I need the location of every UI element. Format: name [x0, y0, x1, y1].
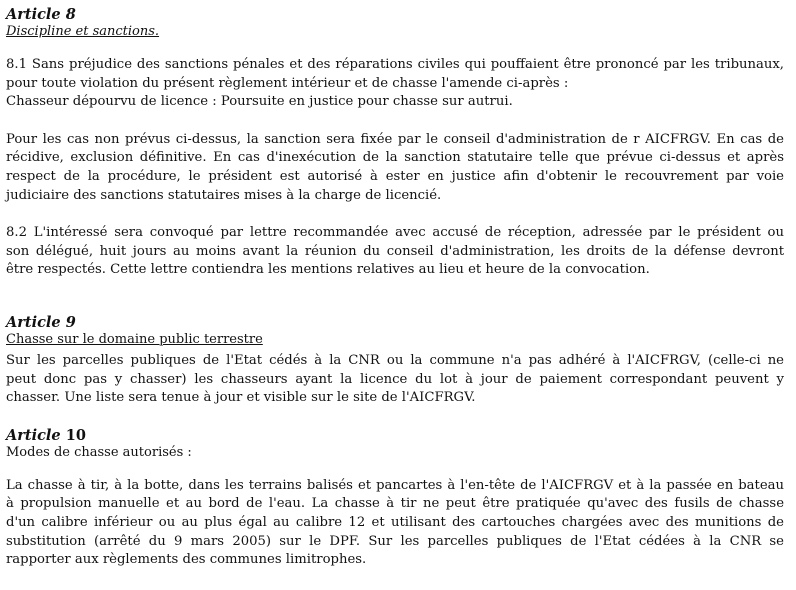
text-line: d'un calibre inférieur ou au plus égal au calibre 12 et utilisant des cartouches chargées avec des munitions de: [6, 514, 784, 530]
article-8-paragraph-1: [6, 56, 784, 112]
text-line: 8.2 L'intéressé sera convoqué par lettre recommandée avec accusé de réception, adressée par le président ou: [6, 225, 784, 241]
article-9-subtitle: Chasse sur le domaine public terrestre: [6, 331, 263, 347]
text-line: substitution (arrêté du 9 mars 2005) sur le DPF. Sur les parcelles publiques de l'Etat cédées à la CNR se: [6, 533, 784, 549]
text-line: chasser. Une liste sera tenue à jour et visible sur le site de l'AICFRGV.: [6, 390, 476, 406]
text-line: La chasse à tir, à la botte, dans les terrains balisés et pancartes à l'en-tête de l'AICFRGV et à la passée en bateau: [6, 477, 784, 493]
article-8-paragraph-2: [6, 131, 784, 205]
article-10-title-word: Article: [6, 426, 61, 444]
article-9-section: [6, 314, 784, 408]
text-line: être respectés. Cette lettre contiendra les mentions relatives au lieu et heure de la convocation.: [6, 262, 650, 278]
text-line: Pour les cas non prévus ci-dessus, la sanction sera fixée par le conseil d'administration de r AICFRGV. En cas de: [6, 131, 784, 147]
article-8-paragraph-3: [6, 224, 784, 280]
text-line: Sur les parcelles publiques de l'Etat cédés à la CNR ou la commune n'a pas adhéré à l'AICFRGV, (celle-ci ne: [6, 352, 784, 368]
article-10-section: [6, 427, 784, 570]
text-line: récidive, exclusion définitive. En cas d'inexécution de la sanction statutaire telle que prévue ci-dessus et après: [6, 150, 784, 166]
text-line: respect de la procédure, le président est autorisé à ester en justice afin d'obtenir le recouvrement par voie: [6, 168, 784, 184]
text-line: rapporter aux règlements des communes limitrophes.: [6, 552, 367, 568]
text-line: à propulsion manuelle et au bord de l'eau. La chasse à tir ne peut être pratiquée qu'avec des fusils de chasse: [6, 496, 784, 512]
text-line: Chasseur dépourvu de licence : Poursuite en justice pour chasse sur autrui.: [6, 94, 513, 110]
text-line: peut donc pas y chasser) les chasseurs ayant la licence du lot à jour de paiement correspondant peuvent y: [6, 371, 784, 387]
article-8-section: [6, 6, 784, 280]
article-8-title: Article 8: [6, 6, 76, 23]
text-line: 8.1 Sans préjudice des sanctions pénales et des réparations civiles qui pouffaient être prononcé par les tribunaux,: [6, 57, 784, 72]
article-10-paragraph-1: [6, 477, 784, 570]
article-10-title-number: 10: [65, 426, 86, 444]
article-9-title: Article 9: [6, 313, 76, 331]
article-10-title: [6, 427, 784, 444]
text-line: son délégué, huit jours au moins avant la réunion du conseil d'administration, les droits de la défense devront: [6, 243, 784, 259]
article-9-paragraph-1: [6, 352, 784, 408]
text-line: judiciaire des sanctions statutaires mises à la charge de licencié.: [6, 187, 442, 203]
article-10-subtitle: Modes de chasse autorisés :: [6, 444, 192, 460]
article-8-subtitle: Discipline et sanctions.: [6, 24, 160, 39]
text-line: pour toute violation du présent règlement intérieur et de chasse l'amende ci-après :: [6, 75, 569, 91]
